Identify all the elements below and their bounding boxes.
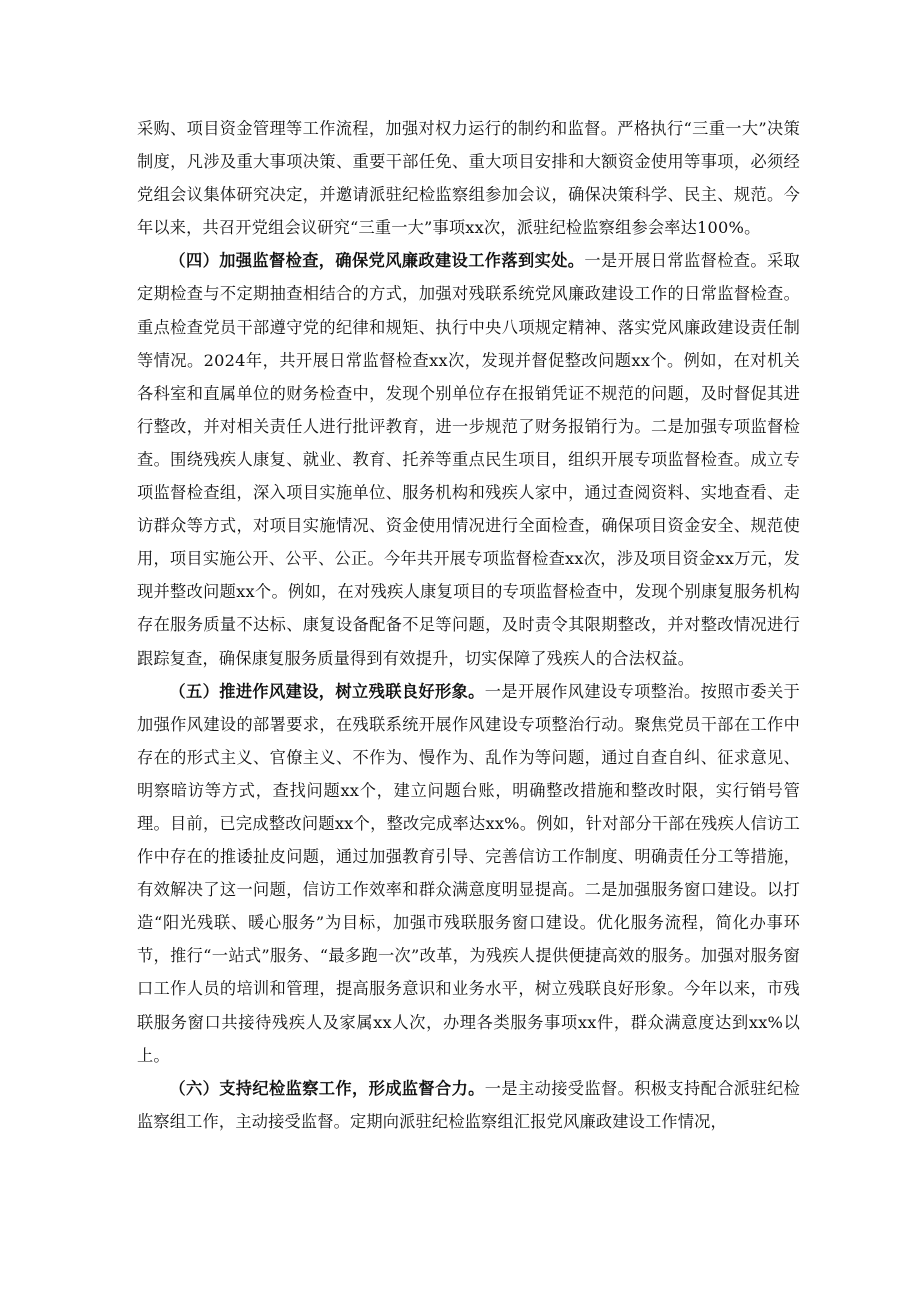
paragraph-section-5	[137, 675, 800, 1072]
section-heading: （六）支持纪检监察工作，形成监督合力。	[169, 1078, 485, 1098]
paragraph-text: 一是主动接受监督。积极支持配合派驻纪检监察组工作，主动接受监督。定期向派驻纪检监察组汇报党风廉政建设工作情况，	[137, 1078, 800, 1131]
paragraph-section-6	[137, 1072, 800, 1138]
paragraph-text: 一是开展作风建设专项整治。按照市委关于加强作风建设的部署要求，在残联系统开展作风建设专项整治行动。聚焦党员干部在工作中存在的形式主义、官僚主义、不作为、慢作为、乱作为等问题，通过自查自纠、征求意见、明察暗访等方式，查找问题xx个，建立问题台账，明确整改措施和整改时限，实行销号管理。目前，已完成整改问题xx个，整改完成率达xx%。例如，针对部分干部在残疾人信访工作中存在的推诿扯皮问题，通过加强教育引导、完善信访工作制度、明确责任分工等措施，有效解决了这一问题，信访工作效率和群众满意度明显提高。二是加强服务窗口建设。以打造“阳光残联、暖心服务”为目标，加强市残联服务窗口建设。优化服务流程，简化办事环节，推行“一站式”服务、“最多跑一次”改革，为残疾人提供便捷高效的服务。加强对服务窗口工作人员的培训和管理，提高服务意识和业务水平，树立残联良好形象。今年以来，市残联服务窗口共接待残疾人及家属xx人次，办理各类服务事项xx件，群众满意度达到xx%以上。	[137, 681, 800, 1065]
section-heading: （五）推进作风建设，树立残联良好形象。	[169, 681, 485, 701]
paragraph-continuation	[137, 112, 800, 244]
paragraph-text: 一是开展日常监督检查。采取定期检查与不定期抽查相结合的方式，加强对残联系统党风廉政建设工作的日常监督检查。重点检查党员干部遵守党的纪律和规矩、执行中央八项规定精神、落实党风廉政建设责任制等情况。2024年，共开展日常监督检查xx次，发现并督促整改问题xx个。例如，在对机关各科室和直属单位的财务检查中，发现个别单位存在报销凭证不规范的问题，及时督促其进行整改，并对相关责任人进行批评教育，进一步规范了财务报销行为。二是加强专项监督检查。围绕残疾人康复、就业、教育、托养等重点民生项目，组织开展专项监督检查。成立专项监督检查组，深入项目实施单位、服务机构和残疾人家中，通过查阅资料、实地查看、走访群众等方式，对项目实施情况、资金使用情况进行全面检查，确保项目资金安全、规范使用，项目实施公开、公平、公正。今年共开展专项监督检查xx次，涉及项目资金xx万元，发现并整改问题xx个。例如，在对残疾人康复项目的专项监督检查中，发现个别康复服务机构存在服务质量不达标、康复设备配备不足等问题，及时责令其限期整改，并对整改情况进行跟踪复查，确保康复服务质量得到有效提升，切实保障了残疾人的合法权益。	[137, 251, 800, 668]
paragraph-text: 采购、项目资金管理等工作流程，加强对权力运行的制约和监督。严格执行“三重一大”决策制度，凡涉及重大事项决策、重要干部任免、重大项目安排和大额资金使用等事项，必须经党组会议集体研究决定，并邀请派驻纪检监察组参加会议，确保决策科学、民主、规范。今年以来，共召开党组会议研究“三重一大”事项xx次，派驻纪检监察组参会率达100%。	[137, 119, 800, 238]
section-heading: （四）加强监督检查，确保党风廉政建设工作落到实处。	[169, 251, 585, 271]
paragraph-section-4	[137, 244, 800, 674]
